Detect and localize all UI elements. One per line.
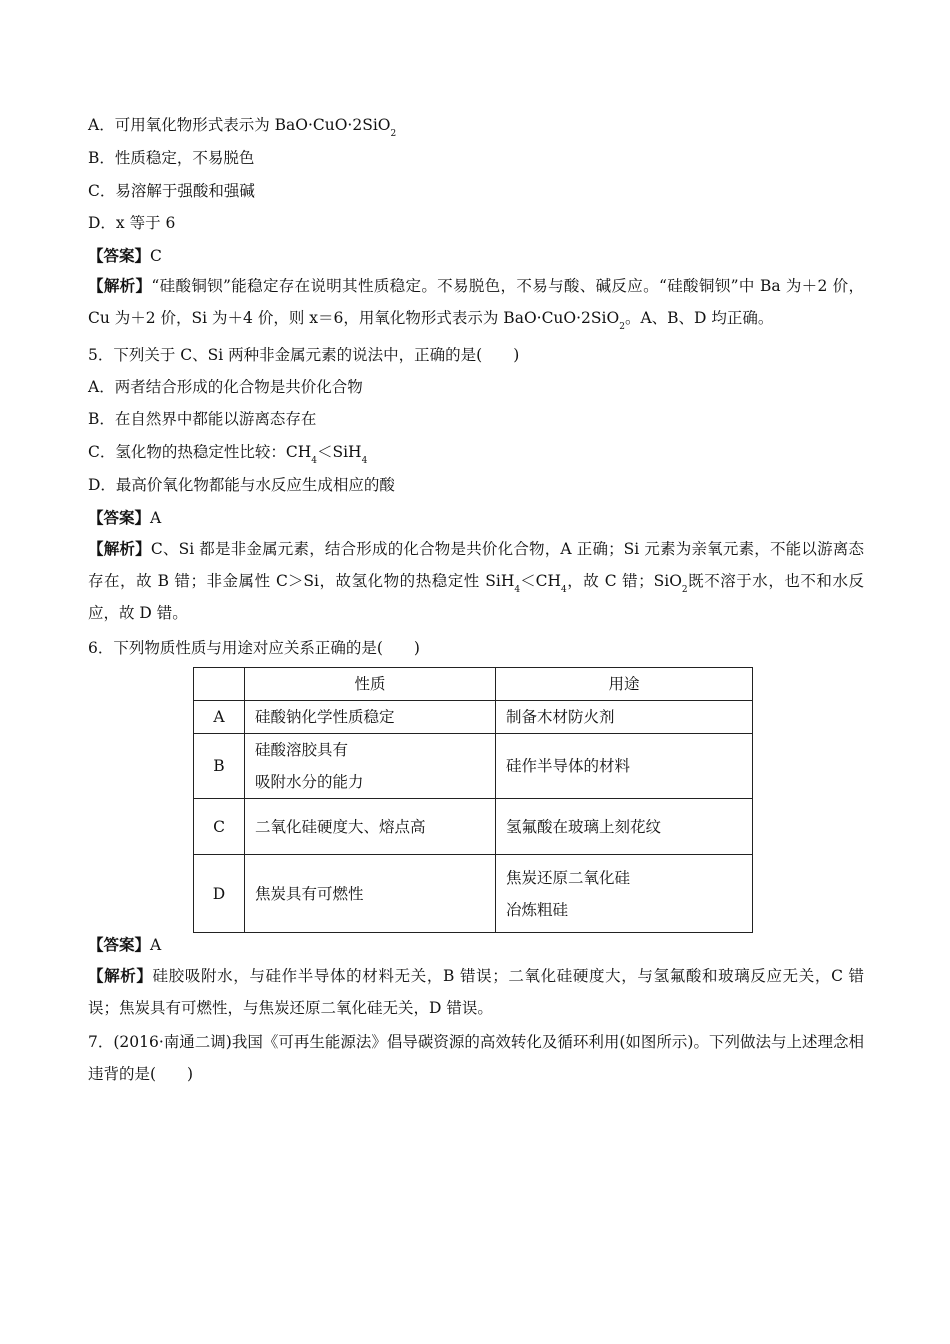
- answer-value: C: [150, 247, 162, 265]
- analysis-label: 【解析】: [88, 539, 151, 558]
- table-cell-use: 氢氟酸在玻璃上刻花纹: [496, 799, 753, 855]
- table-cell-option: A: [194, 701, 245, 734]
- q4-answer: [88, 245, 162, 267]
- table-header-row: [194, 668, 753, 701]
- answer-label: 【答案】: [88, 508, 151, 527]
- table-header-cell: 性质: [245, 668, 496, 701]
- q5-option-a: A．两者结合形成的化合物是共价化合物: [88, 378, 363, 396]
- table-cell-option: B: [194, 734, 245, 799]
- table-cell-property: 焦炭具有可燃性: [245, 855, 496, 933]
- table-cell-option: D: [194, 855, 245, 933]
- answer-label: 【答案】: [88, 935, 151, 954]
- property-use-table: [193, 667, 753, 933]
- table-header-cell: 用途: [496, 668, 753, 701]
- q5-option-b: B．在自然界中都能以游离态存在: [88, 410, 317, 428]
- q6-stem: 6．下列物质性质与用途对应关系正确的是( ): [88, 639, 420, 657]
- q4-option-c: C．易溶解于强酸和强碱: [88, 182, 255, 200]
- table-row: [194, 855, 753, 933]
- q5-option-c: C．氢化物的热稳定性比较：$CH_4<SiH_4$: [88, 443, 368, 466]
- q4-option-d: D．x 等于 6: [88, 214, 176, 232]
- table-cell-property: 二氧化硅硬度大、熔点高: [245, 799, 496, 855]
- analysis-label: 【解析】: [88, 966, 153, 985]
- table-cell-use: 制备木材防火剂: [496, 701, 753, 734]
- q6-answer: [88, 934, 161, 956]
- table-header-cell: [194, 668, 245, 701]
- answer-value: A: [150, 936, 162, 954]
- q5-analysis: 【解析】C、Si 都是非金属元素，结合形成的化合物是共价化合物，A 正确；Si 元素为亲氧元素，不能以游离态存在，故 B 错；非金属性 C＞Si，故氢化物的热稳定性 $SiH_4<CH_4$，故 C 错；SiO$_2$既不溶于水，也不和水反应，故 D 错。: [88, 539, 864, 622]
- q5-option-d: D．最高价氧化物都能与水反应生成相应的酸: [88, 476, 395, 494]
- analysis-label: 【解析】: [88, 276, 152, 295]
- table-row: [194, 799, 753, 855]
- answer-value: A: [150, 509, 162, 527]
- table-cell-option: C: [194, 799, 245, 855]
- q4-option-a: A．可用氧化物形式表示为 BaO·CuO·2SiO$_2$: [88, 116, 397, 139]
- table-row: [194, 701, 753, 734]
- q7-stem: 7．(2016·南通二调)我国《可再生能源法》倡导碳资源的高效转化及循环利用(如图所示)。下列做法与上述理念相违背的是( ): [88, 1033, 864, 1083]
- table-cell-use: 硅作半导体的材料: [496, 734, 753, 799]
- q5-answer: [88, 507, 161, 529]
- table-row: [194, 734, 753, 799]
- q4-option-b: B．性质稳定，不易脱色: [88, 149, 255, 167]
- table-cell-property: 硅酸钠化学性质稳定: [245, 701, 496, 734]
- q6-analysis: 【解析】硅胶吸附水，与硅作半导体的材料无关，B 错误；二氧化硅硬度大，与氢氟酸和玻璃反应无关，C 错误；焦炭具有可燃性，与焦炭还原二氧化硅无关，D 错误。: [88, 966, 864, 1017]
- q4-analysis: 【解析】“硅酸铜钡”能稳定存在说明其性质稳定。不易脱色，不易与酸、碱反应。“硅酸铜钡”中 Ba 为＋2 价，Cu 为＋2 价，Si 为＋4 价，则 x＝6，用氧化物形式表示为 BaO·CuO·2SiO$_2$。A、B、D 均正确。: [88, 276, 864, 332]
- table-cell-use: 焦炭还原二氧化硅 冶炼粗硅: [496, 855, 753, 933]
- q5-stem: 5．下列关于 C、Si 两种非金属元素的说法中，正确的是( ): [88, 346, 520, 364]
- answer-label: 【答案】: [88, 246, 151, 265]
- table-cell-property: 硅酸溶胶具有 吸附水分的能力: [245, 734, 496, 799]
